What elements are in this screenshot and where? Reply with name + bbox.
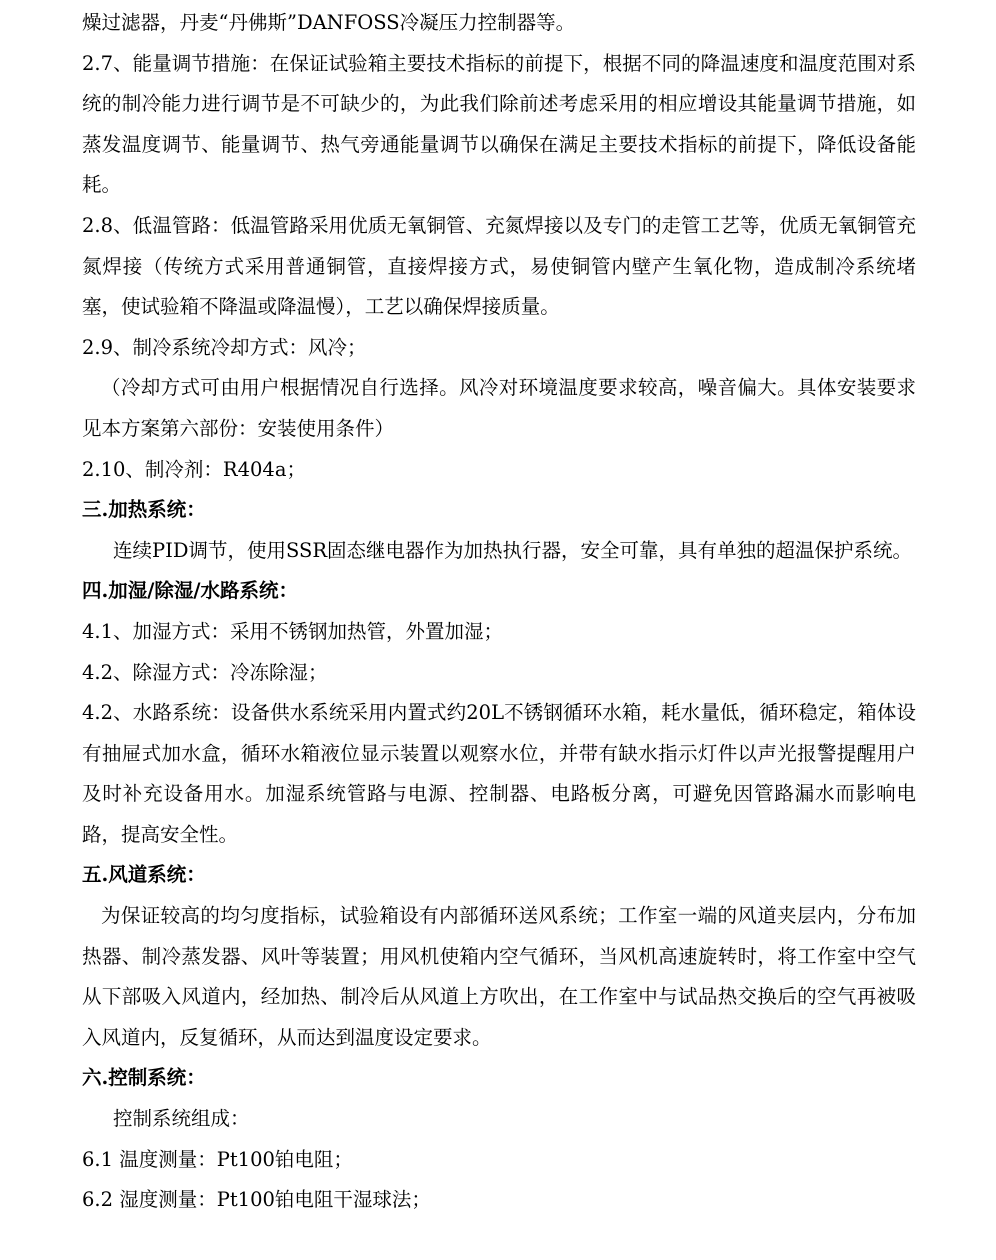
paragraph-water-system: 4.2、水路系统：设备供水系统采用内置式约20L不锈钢循环水箱，耗水量低，循环稳定，箱体设有抽屉式加水盒，循环水箱液位显示装置以观察水位，并带有缺水指示灯件以声光报警提醒用户及时补充设备用水。加湿系统管路与电源、控制器、电路板分离，可避免因管路漏水而影响电路，提高安全性。 — [82, 701, 916, 846]
heading-humidity-water-system: 四.加湿/除湿/水路系统： — [82, 579, 299, 603]
paragraph-energy-regulation: 2.7、能量调节措施：在保证试验箱主要技术指标的前提下，根据不同的降温速度和温度范围对系统的制冷能力进行调节是不可缺少的，为此我们除前述考虑采用的相应增设其能量调节措施，如蒸发温度调节、能量调节、热气旁通能量调节以确保在满足主要技术指标的前提下，降低设备能耗。 — [82, 51, 916, 197]
heading-air-duct-system: 五.风道系统： — [82, 863, 206, 887]
paragraph-control-composition: 控制系统组成： — [113, 1107, 250, 1131]
paragraph-low-temp-pipeline: 2.8、低温管路：低温管路采用优质无氧铜管、充氮焊接以及专门的走管工艺等，优质无氧铜管充氮焊接（传统方式采用普通铜管，直接焊接方式，易使铜管内壁产生氧化物，造成制冷系统堵塞，使试验箱不降温或降温慢），工艺以确保焊接质量。 — [82, 213, 916, 319]
document-page — [82, 3, 916, 1221]
paragraph-temperature-measurement: 6.1 温度测量：Pt100铂电阻； — [82, 1147, 353, 1171]
paragraph-cooling-method: 2.9、制冷系统冷却方式：风冷； — [82, 335, 367, 359]
paragraph-humidify-method: 4.1、加湿方式：采用不锈钢加热管，外置加湿； — [82, 619, 504, 643]
paragraph-refrigerant: 2.10、制冷剂：R404a； — [82, 457, 306, 481]
heading-heating-system: 三.加热系统： — [82, 498, 206, 522]
paragraph-dehumidify-method: 4.2、除湿方式：冷冻除湿； — [82, 660, 328, 684]
paragraph-cooling-note: （冷却方式可由用户根据情况自行选择。风冷对环境温度要求较高，噪音偏大。具体安装要求见本方案第六部份：安装使用条件） — [82, 376, 916, 440]
heading-control-system: 六.控制系统： — [82, 1066, 206, 1090]
paragraph-humidity-measurement: 6.2 湿度测量：Pt100铂电阻干湿球法； — [82, 1188, 431, 1212]
paragraph-heating-description: 连续PID调节，使用SSR固态继电器作为加热执行器，安全可靠，具有单独的超温保护系统。 — [113, 538, 913, 562]
paragraph-air-duct-description: 为保证较高的均匀度指标，试验箱设有内部循环送风系统；工作室一端的风道夹层内，分布加热器、制冷蒸发器、风叶等装置；用风机使箱内空气循环，当风机高速旋转时，将工作室中空气从下部吸入风道内，经加热、制冷后从风道上方吹出，在工作室中与试品热交换后的空气再被吸入风道内，反复循环，从而达到温度设定要求。 — [82, 904, 916, 1049]
paragraph-filter-continuation: 燥过滤器，丹麦“丹佛斯”DANFOSS冷凝压力控制器等。 — [82, 11, 576, 34]
